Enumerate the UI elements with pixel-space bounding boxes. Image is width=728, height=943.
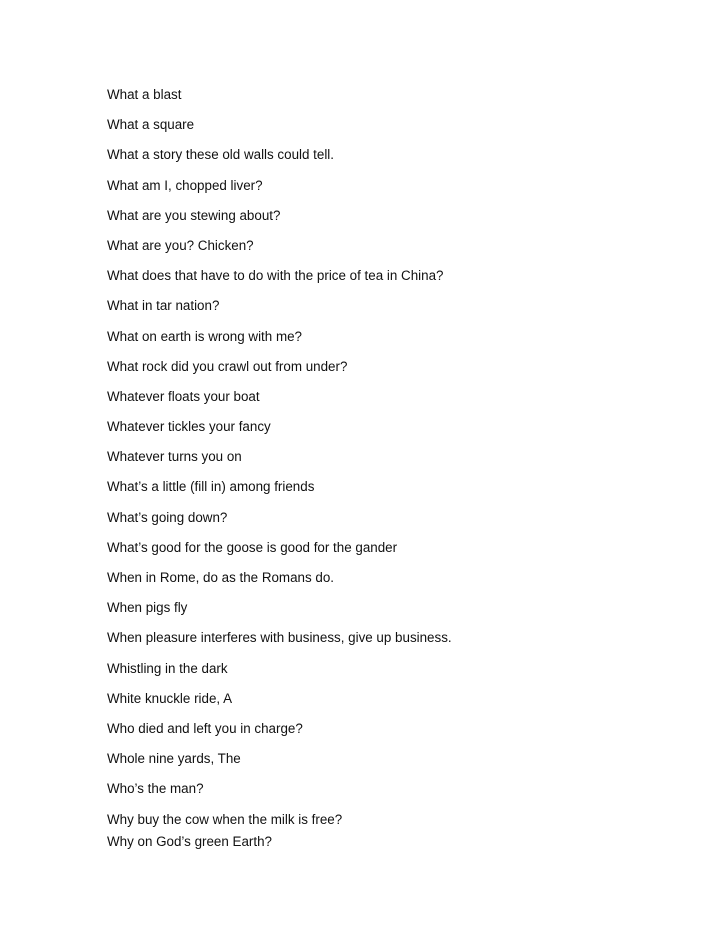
phrase-line: White knuckle ride, A [107,690,233,706]
phrase-line: When pleasure interferes with business, give up business. [107,630,452,646]
phrase-line: Who’s the man? [107,781,204,797]
phrase-line: What’s good for the goose is good for the gander [107,539,398,555]
phrase-line: Who died and left you in charge? [107,720,303,736]
phrase-line: Whatever tickles your fancy [107,419,271,435]
phrase-line: When pigs fly [107,600,188,616]
phrase-line: Whatever floats your boat [107,388,260,404]
phrase-line: What a square [107,117,195,133]
phrase-line: What a story these old walls could tell. [107,147,335,163]
phrase-line: Why on God’s green Earth? [107,833,272,849]
phrase-line: What am I, chopped liver? [107,177,263,193]
phrase-line: What in tar nation? [107,298,220,314]
phrase-line: When in Rome, do as the Romans do. [107,570,335,585]
phrase-line: What are you? Chicken? [107,237,254,253]
phrase-line: Why buy the cow when the milk is free? [107,811,343,827]
phrase-line: Whatever turns you on [107,449,242,465]
phrase-line: What’s going down? [107,509,228,525]
phrase-line: What rock did you crawl out from under? [107,358,348,374]
phrase-list [107,86,452,863]
phrase-line: What’s a little (fill in) among friends [107,479,315,495]
phrase-line: What does that have to do with the price of tea in China? [107,268,444,284]
phrase-line: What are you stewing about? [107,207,281,223]
phrase-line: Whole nine yards, The [107,751,241,767]
phrase-line: What on earth is wrong with me? [107,328,302,344]
phrase-line: Whistling in the dark [107,660,228,676]
phrase-line: What a blast [107,87,182,102]
